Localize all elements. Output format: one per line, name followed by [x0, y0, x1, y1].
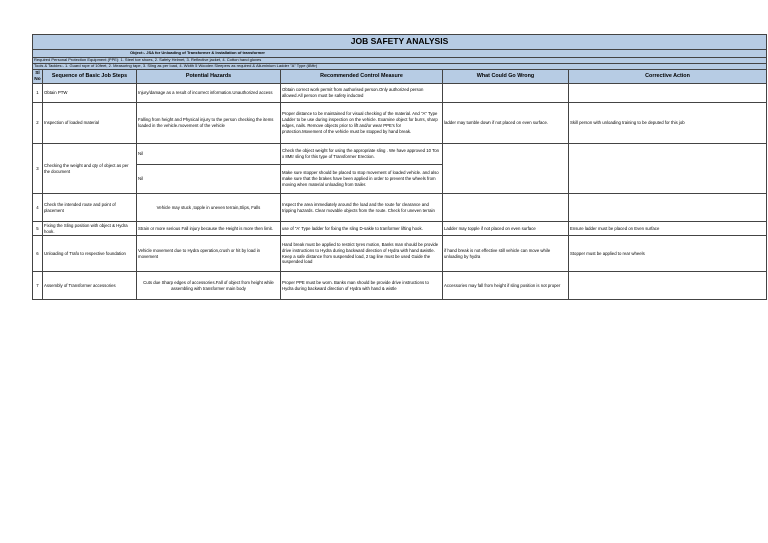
- header-hazard: Potential Hazards: [137, 70, 281, 84]
- row-step: Inspection of loaded material: [43, 103, 137, 144]
- row-sl: 5: [33, 222, 43, 236]
- row-hazard: Falling from height and Physical injury to the person checking the items loaded in the vehicle.movement of the vehicle: [137, 103, 281, 144]
- object-line: Object:- JSA for Unloading of Transformer & Installation of transformer: [33, 50, 767, 58]
- row-action: [569, 84, 767, 103]
- row-hazard: Nil: [137, 144, 281, 165]
- row-sl: 1: [33, 84, 43, 103]
- row-step: Check the intended route and point of placement: [43, 194, 137, 222]
- row-step: Obtain PTW: [43, 84, 137, 103]
- row-wrong: [443, 84, 569, 103]
- table-row: [33, 84, 767, 103]
- row-wrong: [443, 144, 569, 194]
- row-control: Proper distance to be maintained for visual checking of the material. And "A" Type Ladder to be use during inspection on the vehicle. Examine object for burrs, sharp edges, nails. Remove objects prior to lift and/or wear PPE's for protection.Movement of the vehicle must be stopped by hand break.: [281, 103, 443, 144]
- row-control: Obtain correct work permit from authorised person.Only authorized person allowed.All person must be safety inducted: [281, 84, 443, 103]
- row-control: use of "A' Type ladder for fixing the sling D-sakle to tranformer lifting hook.: [281, 222, 443, 236]
- ppe-line: Required Personal Protection Equipment (PPE): 1. Steel toe shoes, 2. Safety Helmet, 3. Reflective jacket, 4. Cotton hand gloves: [33, 58, 767, 64]
- row-step: Unloading of Trafo to respective foundation: [43, 236, 137, 272]
- table-row: [33, 194, 767, 222]
- row-step: Checking the weight and qty of object as per the document: [43, 144, 137, 194]
- row-control: Make sure stopper should be placed to stop movement of loaded vehicle. and also make sure that the brakes have been applied in order to prevent the wheels from moving when material unloading from trailer.: [281, 165, 443, 194]
- row-step: Fixing the Sling position with object & Hydra hook.: [43, 222, 137, 236]
- job-safety-analysis-sheet: [32, 34, 766, 300]
- row-hazard: Strain or more serious Fall injury because the Height is more then limit.: [137, 222, 281, 236]
- sheet-title: JOB SAFETY ANALYSIS: [33, 35, 767, 50]
- header-sl: Sl No: [34, 71, 41, 82]
- row-wrong: [443, 194, 569, 222]
- row-wrong: Accessories may fall from height if sling position is not proper: [443, 272, 569, 300]
- header-step: Sequence of Basic Job Steps: [43, 70, 137, 84]
- row-control: Proper PPE must be worn. Banks man should be provide drive instructions to Hydra during backward direction of Hydra with hand & wistle: [281, 272, 443, 300]
- row-control: Hand break must be applied to restrict tyres motion, Banks man should be provide drive instructions to Hydra during backward direction of Hydra with hand &wistle. Keep a safe distance from suspended load, 2 tag line must be used Guide the suspended load: [281, 236, 443, 272]
- row-sl: 3: [33, 144, 43, 194]
- row-sl: 6: [33, 236, 43, 272]
- row-wrong: Ladder may topple if not placed on even surface: [443, 222, 569, 236]
- table-row: [33, 236, 767, 272]
- row-hazard: Injury/damage as a result of incorrect information.Unauthorized access: [137, 84, 281, 103]
- row-action: Skill person with unloading training to be deputed for this job: [569, 103, 767, 144]
- header-wrong: What Could Go Wrong: [443, 70, 569, 84]
- row-hazard: Vehicle may stuck ,topple in uneven terrain,Slips, Falls: [137, 194, 281, 222]
- row-hazard: Vehicle movement due to Hydra operation,crush or hit by load in movement: [137, 236, 281, 272]
- tools-line: Tools & Tackles:- 1. Guard rope of 10feet, 2. Measuring tape, 3. Sling as per load, 4. Width 5 Wooden Sleepers as required & Alluminium Ladder "A" Type (8Mtr): [33, 64, 767, 70]
- row-action: [569, 144, 767, 194]
- row-action: [569, 272, 767, 300]
- table-row: [33, 222, 767, 236]
- row-control: Check the object weight for using the appropriate sling . We have approved 10 Ton x 8Mtr sling for this type of Transformer Erection.: [281, 144, 443, 165]
- jsa-table: [32, 34, 767, 300]
- row-wrong: ladder may tumble down if not placed on even surface.: [443, 103, 569, 144]
- row-action: Ensure ladder must be placed on Even surface: [569, 222, 767, 236]
- table-row: [33, 272, 767, 300]
- header-action: Corrective Action: [569, 70, 767, 84]
- row-step: Assembly of Transformer accessories: [43, 272, 137, 300]
- row-wrong: if hand break is not effective still vehicle can move while unloading by hydra: [443, 236, 569, 272]
- row-hazard: Nil: [137, 165, 281, 194]
- header-control: Recommended Control Measure: [281, 70, 443, 84]
- row-action: [569, 194, 767, 222]
- row-sl: 7: [33, 272, 43, 300]
- table-row: [33, 144, 767, 165]
- row-sl: 2: [33, 103, 43, 144]
- row-hazard: Cuts due Sharp edges of accessories.Fall of object from height while assembling with transformer main body: [137, 272, 281, 300]
- table-row: [33, 103, 767, 144]
- row-sl: 4: [33, 194, 43, 222]
- header-row: [33, 70, 767, 84]
- row-control: Inspect the area immediately around the load and the route for clearance and tripping hazards. Clear movable objects from the route. Check for uneven terrain: [281, 194, 443, 222]
- row-action: Stopper must be applied to rear wheels: [569, 236, 767, 272]
